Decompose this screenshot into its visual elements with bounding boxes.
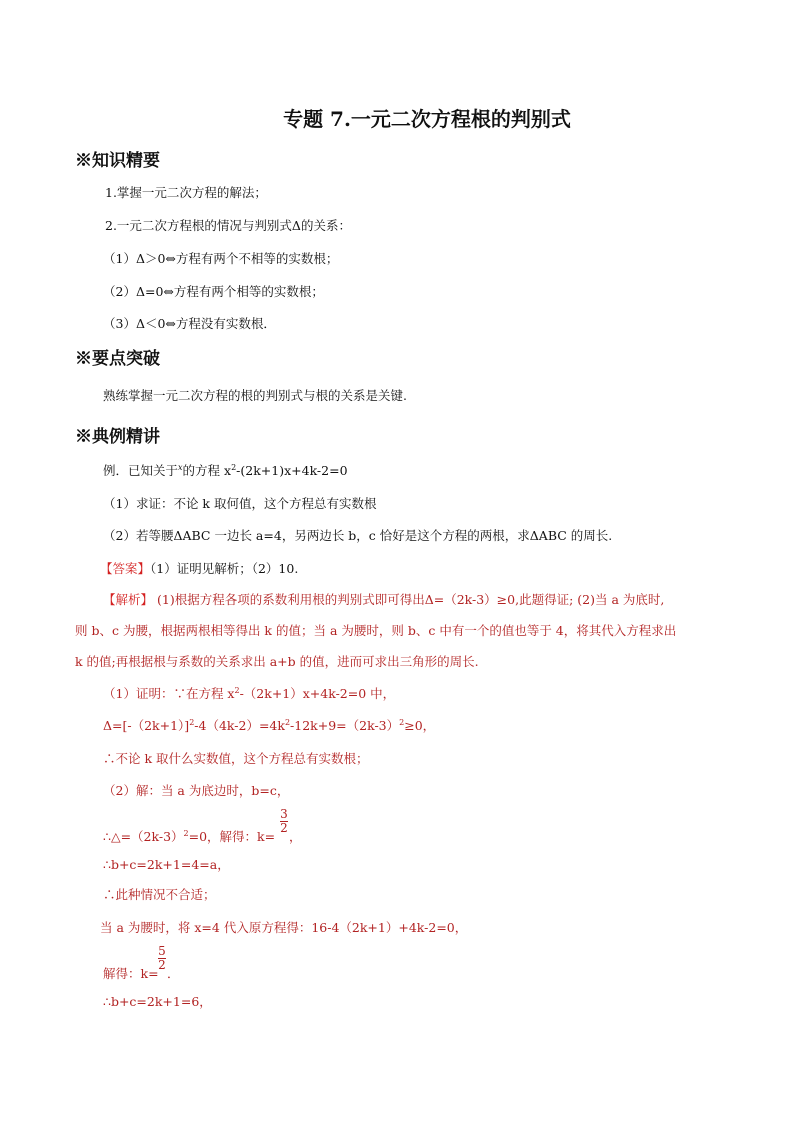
analysis-line-3: k 的值;再根据根与系数的关系求出 a+b 的值，进而可求出三角形的周长. xyxy=(75,654,479,669)
fraction-five-halves: 5 2 xyxy=(158,944,166,972)
solution-line: $\Delta=[-(2k+1)]^2-4(4k-2)=4k^2-12k+9=(2k-3)^2\ge 0$， xyxy=(103,717,436,733)
page-title: 专题 7.一元二次方程根的判别式 xyxy=(283,107,571,131)
knowledge-item: 1.掌握一元二次方程的解法； xyxy=(105,185,267,200)
analysis-tag: 【解析】 xyxy=(103,592,154,607)
answer-tag: 【答案】 xyxy=(100,561,151,576)
analysis-line-2: 则 b、c 为腰，根据两根相等得出 k 的值；当 a 为腰时，则 b、c 中有一个的值也等于 4，将其代入方程求出 xyxy=(75,623,677,638)
analysis-line-1: 【解析】 (1)根据方程各项的系数利用根的判别式即可得出Δ=（2k-3）≥0,此题得证; (2)当 a 为底时, xyxy=(103,592,665,607)
solution-line: （2）解：当 a 为底边时，b=c， xyxy=(103,783,290,798)
solution-line: ∴此种情况不合适； xyxy=(103,887,216,902)
solution-line: ∴不论 k 取什么实数值，这个方程总有实数根； xyxy=(103,751,369,766)
answer-line xyxy=(100,561,298,577)
solution-line: ∴b+c=2k+1=6， xyxy=(103,994,212,1009)
fraction-three-halves: 3 2 xyxy=(280,807,288,835)
knowledge-item: （3）Δ＜0⇔方程没有实数根． xyxy=(103,316,276,331)
section-heading-examples: ※典例精讲 xyxy=(75,427,160,447)
solution-line-end: ． xyxy=(167,966,180,981)
knowledge-item: （2）Δ=0⇔方程有两个相等的实数根； xyxy=(103,284,324,299)
solution-line: $\therefore\triangle=(2k-3)^2=0$，解得：k= xyxy=(103,828,276,844)
example-stem: 例．已知关于$^x$的方程 $x^2-(2k+1)x+4k-2=0$ xyxy=(103,462,348,478)
example-question-1: （1）求证：不论 k 取何值，这个方程总有实数根 xyxy=(103,496,377,511)
example-question-2: （2）若等腰ΔABC 一边长 a=4，另两边长 b，c 恰好是这个方程的两根，求ΔABC 的周长. xyxy=(103,528,613,543)
knowledge-item: （1）Δ＞0⇔方程有两个不相等的实数根； xyxy=(103,251,339,266)
key-point-text: 熟练掌握一元二次方程的根的判别式与根的关系是关键. xyxy=(103,388,407,403)
solution-line-end: ， xyxy=(289,829,302,844)
answer-text: （1）证明见解析；（2）10. xyxy=(150,561,299,576)
solution-line: ∴b+c=2k+1=4=a， xyxy=(103,857,230,872)
solution-line: 解得：k= xyxy=(103,966,159,981)
solution-line: （1）证明：∵在方程 $x^2-(2k+1)x+4k-2=0$ 中， xyxy=(103,685,396,701)
section-heading-key-points: ※要点突破 xyxy=(75,349,160,369)
solution-line: 当 a 为腰时，将 x=4 代入原方程得：16-4（2k+1）+4k-2=0， xyxy=(100,920,468,935)
knowledge-item: 2.一元二次方程根的情况与判别式Δ的关系： xyxy=(105,218,351,233)
section-heading-knowledge: ※知识精要 xyxy=(75,151,160,171)
